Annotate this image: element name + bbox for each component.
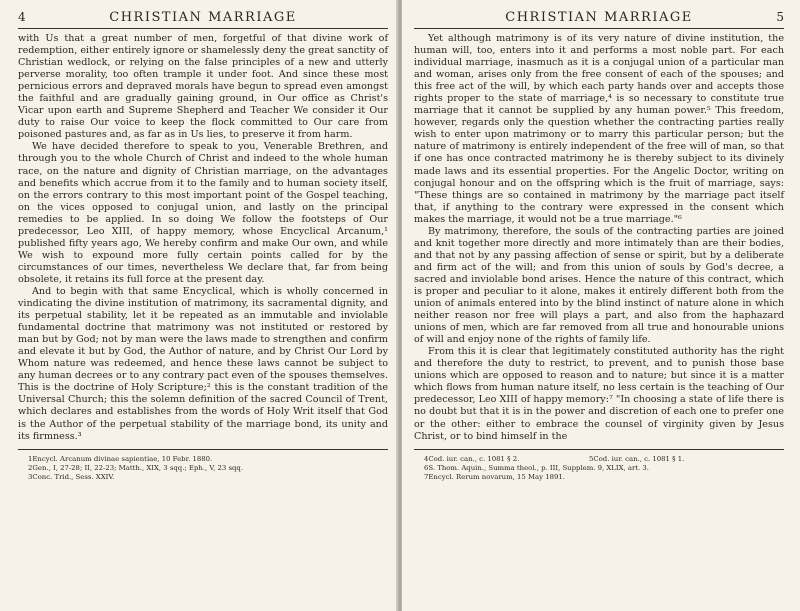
right-running-title: CHRISTIAN MARRIAGE xyxy=(505,10,693,25)
paragraph: And to begin with that same Encyclical, which is wholly concerned in vindicating the divine institution of matrimony, its sacramental dignity, and its perpetual stability, let it be repeated as an immutable and inviolable fundamental doctrine that matrimony was not instituted or restored by man but by God; not by man were the laws made to strengthen and confirm and elevate it but by God, the Author of nature, and by Christ Our Lord by Whom nature was redeemed, and hence these laws cannot be subject to any human decrees or to any contrary pact even of the spouses themselves. This is the doctrine of Holy Scripture;² this is the constant tradition of the Universal Church; this the solemn definition of the sacred Council of Trent, which declares and establishes from the words of Holy Writ itself that God is the Author of the perpetual stability of the marriage bond, its unity and its firmness.³ xyxy=(18,285,388,442)
footnote: 4Cod. iur. can., c. 1081 § 2. xyxy=(424,454,520,463)
left-running-title: CHRISTIAN MARRIAGE xyxy=(109,10,297,25)
left-page-header xyxy=(18,10,388,29)
footnote: 2Gen., I, 27-28; II, 22-23; Matth., XIX, 3 sqq.; Eph., V, 23 sqq. xyxy=(28,463,244,472)
paragraph: By matrimony, therefore, the souls of the contracting parties are joined and knit together more directly and more intimately than are their bodies, and that not by any passing affection of sense or spirit, but by a deliberate and firm act of the will; and from this union of souls by God's decree, a sacred and inviolable bond arises. Hence the nature of this contract, which is proper and peculiar to it alone, makes it entirely different both from the union of animals entered into by the blind instinct of nature alone in which neither reason nor free will plays a part, and also from the haphazard unions of men, which are far removed from all true and honourable unions of will and enjoy none of the rights of family life. xyxy=(414,225,784,346)
paragraph: Yet although matrimony is of its very nature of divine institution, the human will, too, enters into it and performs a most noble part. For each individual marriage, inasmuch as it is a conjugal union of a particular man and woman, arises only from the free consent of each of the spouses; and this free act of the will, by which each party hands over and accepts those rights proper to the state of marriage,⁴ is so necessary to constitute true marriage that it cannot be supplied by any human power.⁵ This freedom, however, regards only the question whether the contracting parties really wish to enter upon matrimony or to marry this particular person; but the nature of matrimony is entirely independent of the free will of man, so that if one has once contracted matrimony he is thereby subject to its divinely made laws and its essential properties. For the Angelic Doctor, writing on conjugal honour and on the offspring which is the fruit of marriage, says: "These things are so contained in matrimony by the marriage pact itself that, if anything to the contrary were expressed in the consent which makes the marriage, it would not be a true marriage."⁶ xyxy=(414,33,784,225)
footnote-row xyxy=(414,455,784,464)
footnote: 7Encycl. Rerum novarum, 15 May 1891. xyxy=(424,473,565,482)
right-page-body xyxy=(414,33,784,443)
paragraph: We have decided therefore to speak to you, Venerable Brethren, and through you to the whole Church of Christ and indeed to the whole human race, on the nature and dignity of Christian marriage, on the advantages and benefits which accrue from it to the family and to human society itself, on the errors contrary to this most important point of the Gospel teaching, on the vices opposed to conjugal union, and lastly on the principal remedies to be applied. In so doing We follow the footsteps of Our predecessor, Leo XIII, of happy memory, whose Encyclical Arcanum,¹ published fifty years ago, We hereby confirm and make Our own, and while We wish to expound more fully certain points called for by the circumstances of our times, nevertheless We declare that, far from being obsolete, it retains its full force at the present day. xyxy=(18,141,388,285)
paragraph: From this it is clear that legitimately constituted authority has the right and therefore the duty to restrict, to prevent, and to punish those base unions which are opposed to reason and to nature; but since it is a matter which flows from human nature itself, no less certain is the teaching of Our predecessor, Leo XIII of happy memory:⁷ "In choosing a state of life there is no doubt but that it is in the power and discretion of each one to prefer one or the other: either to embrace the counsel of virginity given by Jesus Christ, or to bind himself in the xyxy=(414,346,784,442)
right-page xyxy=(402,0,800,611)
footnote: 1Encycl. Arcanum divinae sapientiae, 10 Febr. 1880. xyxy=(28,454,213,463)
left-page-body xyxy=(18,33,388,443)
footnote: 5Cod. iur. can., c. 1081 § 1. xyxy=(589,454,685,463)
right-footnotes xyxy=(414,449,784,483)
left-footnotes xyxy=(18,449,388,483)
right-page-header xyxy=(414,10,784,29)
left-page xyxy=(0,0,398,611)
footnote: 6S. Thom. Aquin., Summa theol., p. III, Supplem. 9, XLIX, art. 3. xyxy=(424,463,650,472)
left-page-number: 4 xyxy=(18,10,26,24)
right-page-number: 5 xyxy=(776,10,784,24)
footnote: 3Conc. Trid., Sess. XXIV. xyxy=(28,473,115,482)
paragraph: with Us that a great number of men, forgetful of that divine work of redemption, either entirely ignore or shamelessly deny the great sanctity of Christian wedlock, or relying on the false principles of a new and utterly perverse morality, too often trample it under foot. And since these most pernicious errors and depraved morals have begun to spread even amongst the faithful and are gradually gaining ground, in Our office as Christ's Vicar upon earth and Supreme Shepherd and Teacher We consider it Our duty to raise Our voice to keep the flock committed to Our care from poisoned pastures and, as far as in Us lies, to preserve it from harm. xyxy=(18,33,388,141)
